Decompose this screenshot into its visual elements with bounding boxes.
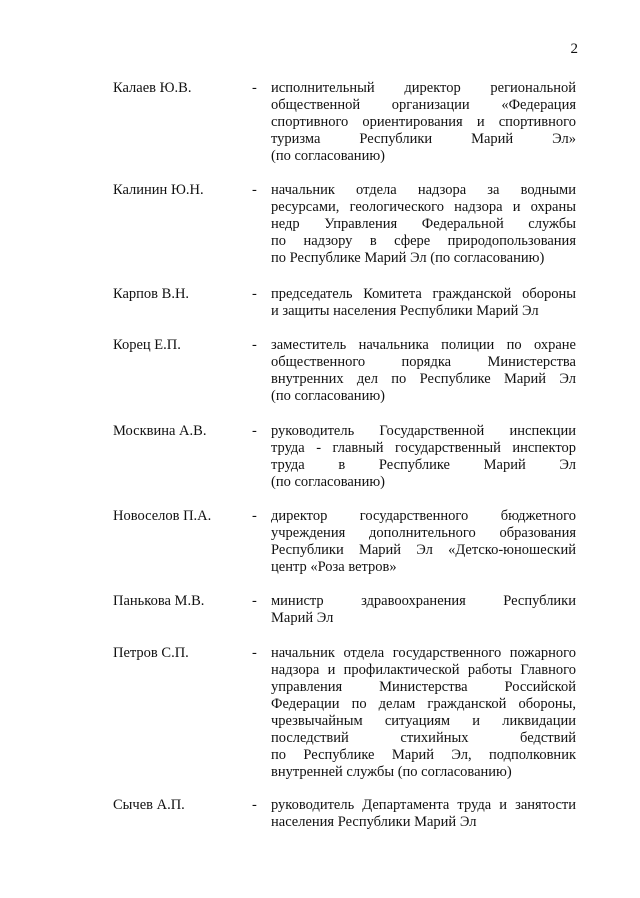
member-name: Панькова М.В.	[113, 593, 205, 609]
entry-dash: -	[252, 337, 257, 353]
entry-dash: -	[252, 182, 257, 198]
position-line: (по согласованию)	[271, 474, 385, 490]
position-line: заместитель начальника полиции по охране	[271, 337, 576, 353]
member-position	[271, 337, 576, 405]
position-line: спортивного ориентирования и спортивного	[271, 114, 576, 130]
position-line: начальник отдела надзора за водными	[271, 182, 576, 198]
position-line: ресурсами, геологического надзора и охраны	[271, 199, 576, 215]
position-line: внутренних дел по Республике Марий Эл	[271, 371, 576, 387]
position-line: по Республике Марий Эл, подполковник	[271, 747, 576, 763]
entry-dash: -	[252, 797, 257, 813]
position-line: директор государственного бюджетного	[271, 508, 576, 524]
entry-dash: -	[252, 645, 257, 661]
position-line: министр здравоохранения Республики	[271, 593, 576, 609]
entry-dash: -	[252, 593, 257, 609]
position-line: последствий стихийных бедствий	[271, 730, 576, 746]
member-name: Корец Е.П.	[113, 337, 181, 353]
member-position	[271, 286, 576, 320]
position-line: (по согласованию)	[271, 388, 385, 404]
position-line: руководитель Государственной инспекции	[271, 423, 576, 439]
member-name: Новоселов П.А.	[113, 508, 212, 524]
position-line: (по согласованию)	[271, 148, 385, 164]
member-position	[271, 182, 576, 267]
position-line: центр «Роза ветров»	[271, 559, 397, 575]
entry-dash: -	[252, 423, 257, 439]
entry-dash: -	[252, 508, 257, 524]
member-position	[271, 508, 576, 576]
position-line: чрезвычайным ситуациям и ликвидации	[271, 713, 576, 729]
position-line: труда - главный государственный инспектор	[271, 440, 576, 456]
position-line: общественного порядка Министерства	[271, 354, 576, 370]
position-line: населения Республики Марий Эл	[271, 814, 477, 830]
position-line: учреждения дополнительного образования	[271, 525, 576, 541]
member-position	[271, 593, 576, 627]
position-line: руководитель Департамента труда и занятости	[271, 797, 576, 813]
member-name: Петров С.П.	[113, 645, 189, 661]
position-line: председатель Комитета гражданской обороны	[271, 286, 576, 302]
entry-dash: -	[252, 286, 257, 302]
position-line: по надзору в сфере природопользования	[271, 233, 576, 249]
member-name: Калаев Ю.В.	[113, 80, 192, 96]
entry-dash: -	[252, 80, 257, 96]
position-line: Марий Эл	[271, 610, 334, 626]
position-line: внутренней службы (по согласованию)	[271, 764, 512, 780]
member-name: Карпов В.Н.	[113, 286, 190, 302]
member-position	[271, 645, 576, 781]
position-line: исполнительный директор региональной	[271, 80, 576, 96]
position-line: и защиты населения Республики Марий Эл	[271, 303, 539, 319]
member-position	[271, 423, 576, 491]
position-line: управления Министерства Российской	[271, 679, 576, 695]
member-name: Москвина А.В.	[113, 423, 207, 439]
page-number: 2	[570, 41, 578, 57]
position-line: недр Управления Федеральной службы	[271, 216, 576, 232]
position-line: труда в Республике Марий Эл	[271, 457, 576, 473]
position-line: по Республике Марий Эл (по согласованию)	[271, 250, 545, 266]
member-position	[271, 80, 576, 165]
member-name: Сычев А.П.	[113, 797, 185, 813]
member-position	[271, 797, 576, 831]
position-line: начальник отдела государственного пожарного	[271, 645, 576, 661]
position-line: Федерации по делам гражданской обороны,	[271, 696, 576, 712]
position-line: туризма Республики Марий Эл»	[271, 131, 576, 147]
member-name: Калинин Ю.Н.	[113, 182, 204, 198]
position-line: надзора и профилактической работы Главного	[271, 662, 576, 678]
position-line: Республики Марий Эл «Детско-юношеский	[271, 542, 576, 558]
position-line: общественной организации «Федерация	[271, 97, 576, 113]
